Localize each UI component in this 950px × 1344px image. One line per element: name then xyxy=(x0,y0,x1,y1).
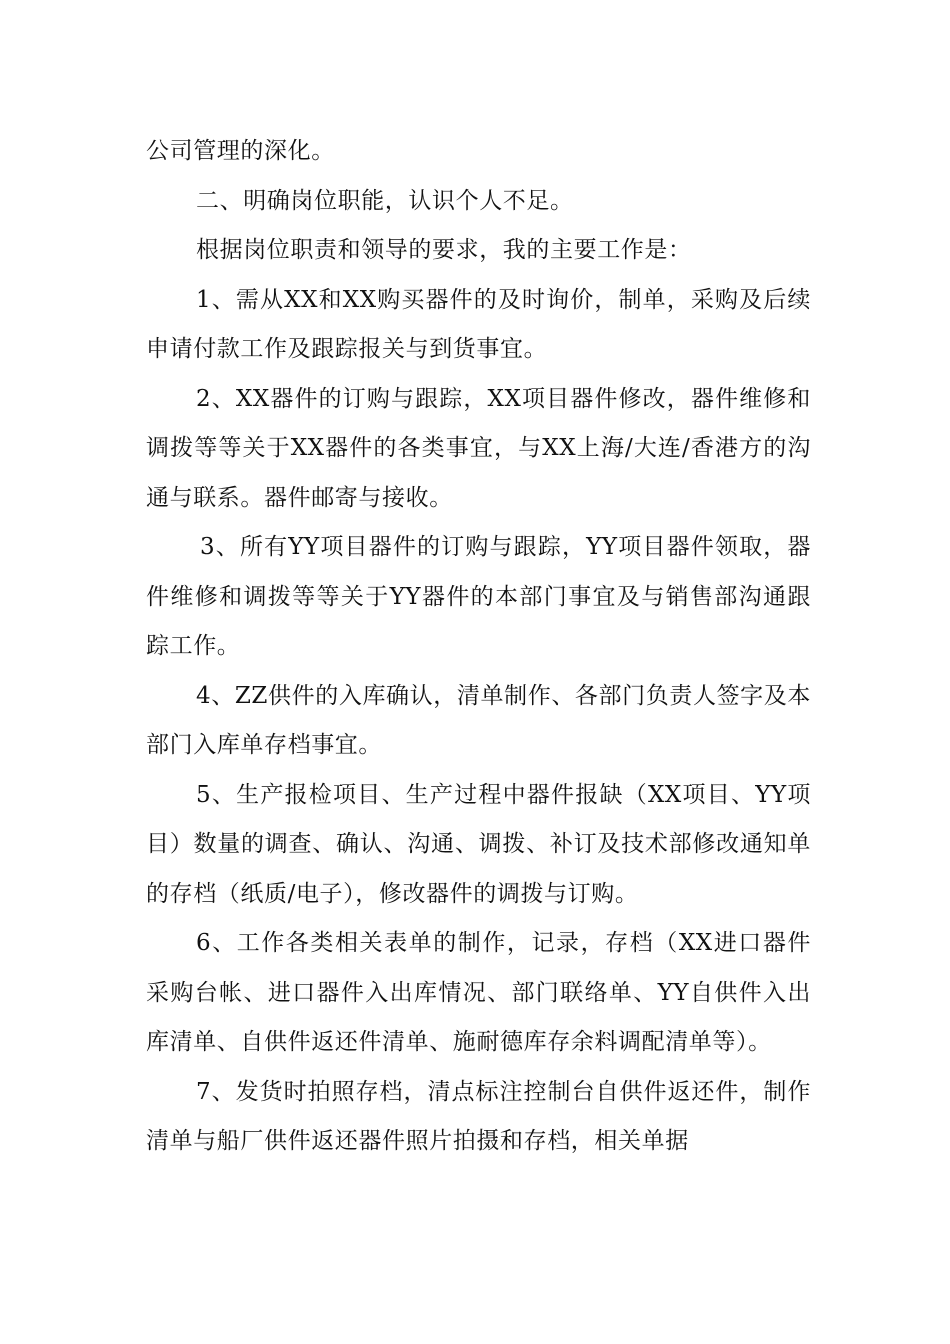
paragraph-intro: 根据岗位职责和领导的要求，我的主要工作是： xyxy=(196,237,692,263)
list-item-1: 1、需从XX和XX购买器件的及时询价，制单，采购及后续申请付款工作及跟踪报关与到货事宜。 xyxy=(146,286,811,362)
paragraph-continuation: 公司管理的深化。 xyxy=(146,138,335,164)
document-body xyxy=(146,127,811,1167)
list-item-4: 4、ZZ供件的入库确认，清单制作、各部门负责人签字及本部门入库单存档事宜。 xyxy=(146,682,811,758)
list-item-3: 3、所有YY项目器件的订购与跟踪，YY项目器件领取，器件维修和调拨等等关于YY器件的本部门事宜及与销售部沟通跟踪工作。 xyxy=(146,534,811,659)
list-item-2: 2、XX器件的订购与跟踪，XX项目器件修改，器件维修和调拨等等关于XX器件的各类事宜，与XX上海/大连/香港方的沟通与联系。器件邮寄与接收。 xyxy=(146,385,811,511)
list-item-5: 5、生产报检项目、生产过程中器件报缺（XX项目、YY项目）数量的调查、确认、沟通、调拨、补订及技术部修改通知单的存档（纸质/电子），修改器件的调拨与订购。 xyxy=(146,781,811,907)
section-heading: 二、明确岗位职能，认识个人不足。 xyxy=(196,187,574,214)
list-item-7: 7、发货时拍照存档，清点标注控制台自供件返还件，制作清单与船厂供件返还器件照片拍摄和存档，相关单据 xyxy=(146,1078,811,1154)
list-item-6: 6、工作各类相关表单的制作，记录，存档（XX进口器件采购台帐、进口器件入出库情况、部门联络单、YY自供件入出库清单、自供件返还件清单、施耐德库存余料调配清单等）。 xyxy=(146,930,811,1055)
